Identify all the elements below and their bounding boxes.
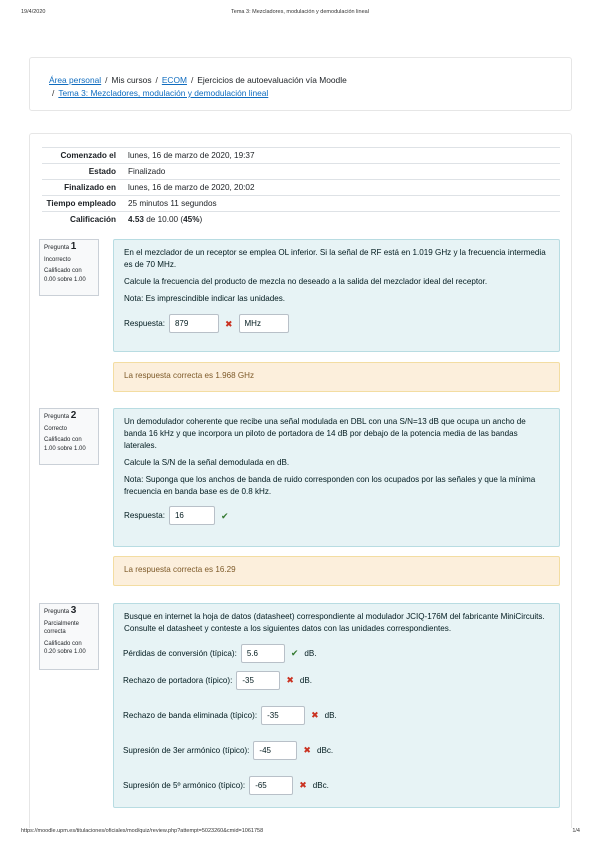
question-3-row-fifth-harmonic: Supresión de 5º armónico (típico): -65 ✖ dBc. xyxy=(123,776,329,795)
incorrect-icon: ✖ xyxy=(311,710,319,720)
breadcrumb-section: Ejercicios de autoevaluación vía Moodle xyxy=(197,75,347,85)
question-2-text: Un demodulador coherente que recibe una señal modulada en DBL con una S/N=13 dB que ocupa un ancho de banda 16 kHz y que incorpora un piloto de portadora de 14 dB por debajo de la potencia media de las bandas laterales. Calcule la S/N de la señal demodulada en dB. Nota: Suponga que los anchos de banda de ruido corresponden con los ocupados por las señales y que la mínima frecuencia en banda base es de 0.8 kHz. Respuesta: 16 ✔ xyxy=(113,408,560,547)
attempt-summary-table xyxy=(42,147,560,227)
question-1-state: Incorrecto xyxy=(44,256,71,263)
print-page-count: 1/4 xyxy=(572,828,580,834)
incorrect-icon: ✖ xyxy=(303,745,311,755)
question-1-unit-input[interactable]: MHz xyxy=(239,314,289,333)
question-3-row-conversion-loss: Pérdidas de conversión (típica): 5.6 ✔ dB. xyxy=(123,644,317,663)
breadcrumb: Área personal / Mis cursos / ECOM / Ejercicios de autoevaluación vía Moodle / Tema 3: Mezcladores, modulación y demodulación lineal xyxy=(29,57,572,111)
question-3-row-sideband-rejection: Rechazo de banda eliminada (típico): -35 ✖ dB. xyxy=(123,706,337,725)
summary-row-finished: Finalizado en lunes, 16 de marzo de 2020, 20:02 xyxy=(42,180,560,196)
question-3-text: Busque en internet la hoja de datos (datasheet) correspondiente al modulador JCIQ-176M del fabricante MiniCircuits. Consulte el datasheet y conteste a los siguientes datos con las unidades correspondientes. xyxy=(113,603,560,808)
question-3-info: Pregunta 3 Parcialmente correcta Calificado con 0.20 sobre 1.00 xyxy=(39,603,99,670)
question-3-row-third-harmonic: Supresión de 3er armónico (típico): -45 ✖ dBc. xyxy=(123,741,333,760)
print-footer xyxy=(0,828,600,840)
question-2-grade: Calificado con 1.00 sobre 1.00 xyxy=(44,437,86,452)
question-1-answer-row: Respuesta: 879 ✖ MHz xyxy=(124,314,549,333)
question-3-grade: Calificado con 0.20 sobre 1.00 xyxy=(44,640,86,655)
incorrect-icon: ✖ xyxy=(224,318,233,329)
correct-icon: ✔ xyxy=(290,648,299,658)
carrier-rejection-input[interactable]: -35 xyxy=(236,671,280,690)
summary-row-time: Tiempo empleado 25 minutos 11 segundos xyxy=(42,196,560,212)
conversion-loss-input[interactable]: 5.6 xyxy=(241,644,285,663)
incorrect-icon: ✖ xyxy=(286,675,294,685)
question-3-row-carrier-rejection: Rechazo de portadora (típico): -35 ✖ dB. xyxy=(123,671,312,690)
incorrect-icon: ✖ xyxy=(299,780,307,790)
print-title: Tema 3: Mezcladores, modulación y demodulación lineal xyxy=(231,9,369,15)
question-2-answer-row: Respuesta: 16 ✔ xyxy=(124,506,549,525)
correct-icon: ✔ xyxy=(220,510,229,521)
breadcrumb-mis-cursos: Mis cursos xyxy=(111,75,152,85)
question-3-state: Parcialmente correcta xyxy=(44,620,80,635)
breadcrumb-quiz-link[interactable]: Tema 3: Mezcladores, modulación y demodulación lineal xyxy=(58,88,269,98)
print-header xyxy=(0,9,600,21)
summary-row-grade: Calificación 4.53 de 10.00 (45%) xyxy=(42,212,560,228)
question-1-answer-input[interactable]: 879 xyxy=(169,314,219,333)
print-url: https://moodle.upm.es/titulaciones/oficiales/mod/quiz/review.php?attempt=5023260&cmid=1061758 xyxy=(21,828,264,834)
third-harmonic-input[interactable]: -45 xyxy=(253,741,297,760)
print-date: 19/4/2020 xyxy=(21,9,46,15)
sideband-rejection-input[interactable]: -35 xyxy=(261,706,305,725)
question-2-answer-input[interactable]: 16 xyxy=(169,506,215,525)
fifth-harmonic-input[interactable]: -65 xyxy=(249,776,293,795)
question-1-grade: Calificado con 0.00 sobre 1.00 xyxy=(44,268,86,283)
question-2-feedback: La respuesta correcta es 16.29 xyxy=(113,556,560,586)
question-2-state: Correcto xyxy=(44,425,68,432)
summary-row-state: Estado Finalizado xyxy=(42,164,560,180)
question-1-feedback: La respuesta correcta es 1.968 GHz xyxy=(113,362,560,392)
question-1-text: En el mezclador de un receptor se emplea OL inferior. Si la señal de RF está en 1.019 GHz y la frecuencia intermedia es de 70 MHz. Calcule la frecuencia del producto de mezcla no deseado a la salida del mezclador ideal del receptor. Nota: Es imprescindible indicar las unidades. Respuesta: 879 ✖ MHz xyxy=(113,239,560,352)
question-1-info: Pregunta 1 Incorrecto Calificado con 0.00 sobre 1.00 xyxy=(39,239,99,296)
summary-row-started: Comenzado el lunes, 16 de marzo de 2020, 19:37 xyxy=(42,148,560,164)
question-2-info: Pregunta 2 Correcto Calificado con 1.00 sobre 1.00 xyxy=(39,408,99,465)
breadcrumb-course-link[interactable]: ECOM xyxy=(161,75,187,85)
breadcrumb-area-personal-link[interactable]: Área personal xyxy=(49,75,102,85)
